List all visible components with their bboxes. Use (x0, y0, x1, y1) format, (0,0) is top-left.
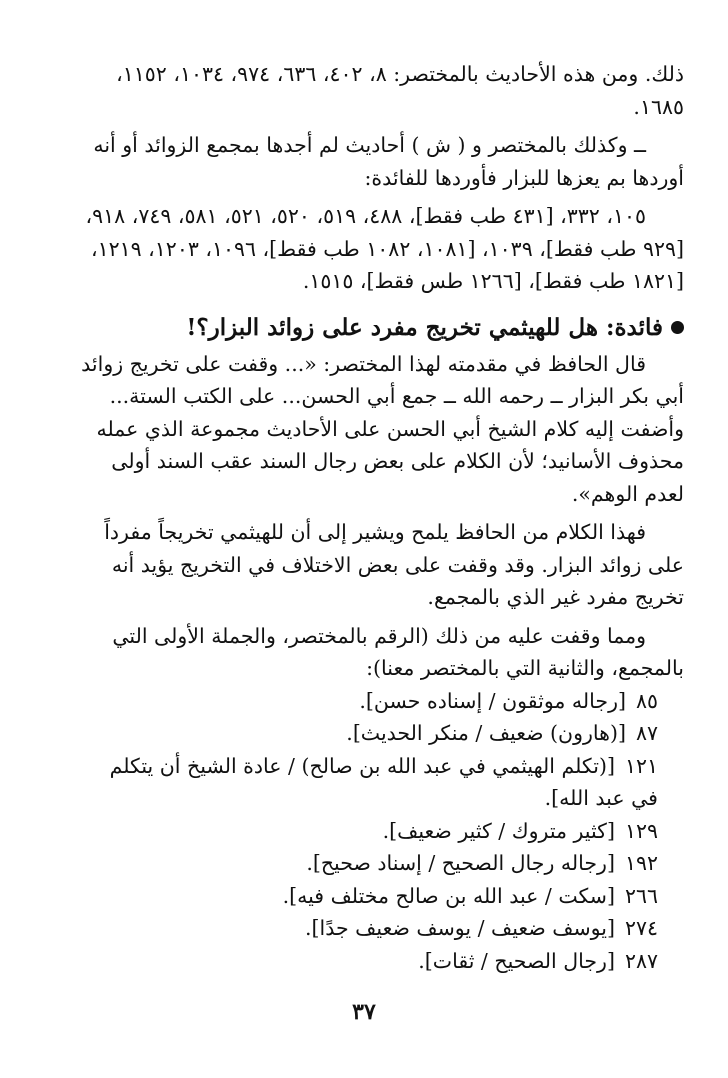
list-item-number: ٨٥ (635, 688, 658, 713)
paragraph-analysis: فهذا الكلام من الحافظ يلمح ويشير إلى أن للهيثمي تخريجاً مفرداً على زوائد البزار. وقد وقفت على بعض الاختلاف في التخريج يؤيد أنه تخريج مفرد غير الذي بالمجمع. (104, 520, 684, 609)
list-item-text: [يوسف ضعيف / يوسف ضعيف جدًا]. (305, 916, 615, 940)
list-item (78, 945, 684, 978)
list-item (78, 847, 684, 880)
comparison-list (78, 685, 684, 978)
list-item-text: [رجاله رجال الصحيح / إسناد صحيح]. (306, 851, 615, 875)
list-item (78, 912, 684, 945)
paragraph-hafiz-quote: قال الحافظ في مقدمته لهذا المختصر: «... وقفت على تخريج زوائد أبي بكر البزار ــ رحمه الله ــ جمع أبي الحسن... على الكتب الستة... وأضفت إليه كلام الشيخ أبي الحسن على الأحاديث مجموعة الذي عمله محذوف الأسانيد؛ لأن الكلام على بعض رجال السند عقب السند أولى لعدم الوهم». (81, 351, 684, 506)
list-item-number: ٢٨٧ (624, 948, 658, 973)
list-item-text: [سكت / عبد الله بن صالح مختلف فيه]. (282, 883, 615, 908)
section-heading-text: فائدة: هل للهيثمي تخريج مفرد على زوائد البزار؟! (186, 313, 663, 341)
list-item-number: ١٢٩ (624, 818, 658, 843)
list-item (78, 815, 684, 848)
paragraph-number-list: ١٠٥، ٣٣٢، [٤٣١ طب فقط]، ٤٨٨، ٥١٩، ٥٢٠، ٥٢١، ٥٨١، ٧٤٩، ٩١٨، [٩٢٩ طب فقط]، ١٠٣٩، [١٠٨١، ١٠٨٢ طب فقط]، ١٠٩٦، ١٢٠٣، ١٢١٩، [١٨٢١ طب فقط]، [١٢٦٦ طس فقط]، ١٥١٥. (85, 204, 684, 293)
list-item-text: [(هارون) ضعيف / منكر الحديث]. (346, 721, 626, 745)
list-item (78, 750, 684, 815)
bullet-icon (671, 321, 684, 334)
list-item-number: ١٩٢ (624, 851, 658, 875)
page-number: ٣٧ (352, 999, 376, 1025)
section-heading (78, 310, 684, 346)
paragraph-examples-intro: ومما وقفت عليه من ذلك (الرقم بالمختصر، والجملة الأولى التي بالمجمع، والثانية التي بالمختصر معنا): (112, 623, 684, 680)
list-item-number: ٢٦٦ (624, 883, 658, 908)
list-item (78, 685, 684, 718)
list-item (78, 880, 684, 913)
paragraph-mukhtasar-note: ــ وكذلك بالمختصر و ( ش ) أحاديث لم أجدها بمجمع الزوائد أو أنه أوردها بم يعزها للبزار فأوردها للفائدة: (93, 133, 684, 190)
list-item-number: ٨٧ (635, 721, 658, 745)
list-item-text: [رجاله موثقون / إسناده حسن]. (359, 688, 626, 713)
list-item-text: [كثير متروك / كثير ضعيف]. (382, 818, 615, 843)
list-item (78, 717, 684, 750)
list-item-number: ١٢١ (624, 753, 658, 778)
list-item-text: [رجال الصحيح / ثقات]. (418, 948, 615, 973)
paragraph-hadith-numbers: ذلك. ومن هذه الأحاديث بالمختصر: ٨، ٤٠٢، ٦٣٦، ٩٧٤، ١٠٣٤، ١١٥٢، ١٦٨٥. (116, 62, 684, 119)
list-item-text: [(تكلم الهيثمي في عبد الله بن صالح) / عادة الشيخ أن يتكلم في عبد الله]. (109, 753, 658, 810)
list-item-number: ٢٧٤ (624, 916, 658, 940)
